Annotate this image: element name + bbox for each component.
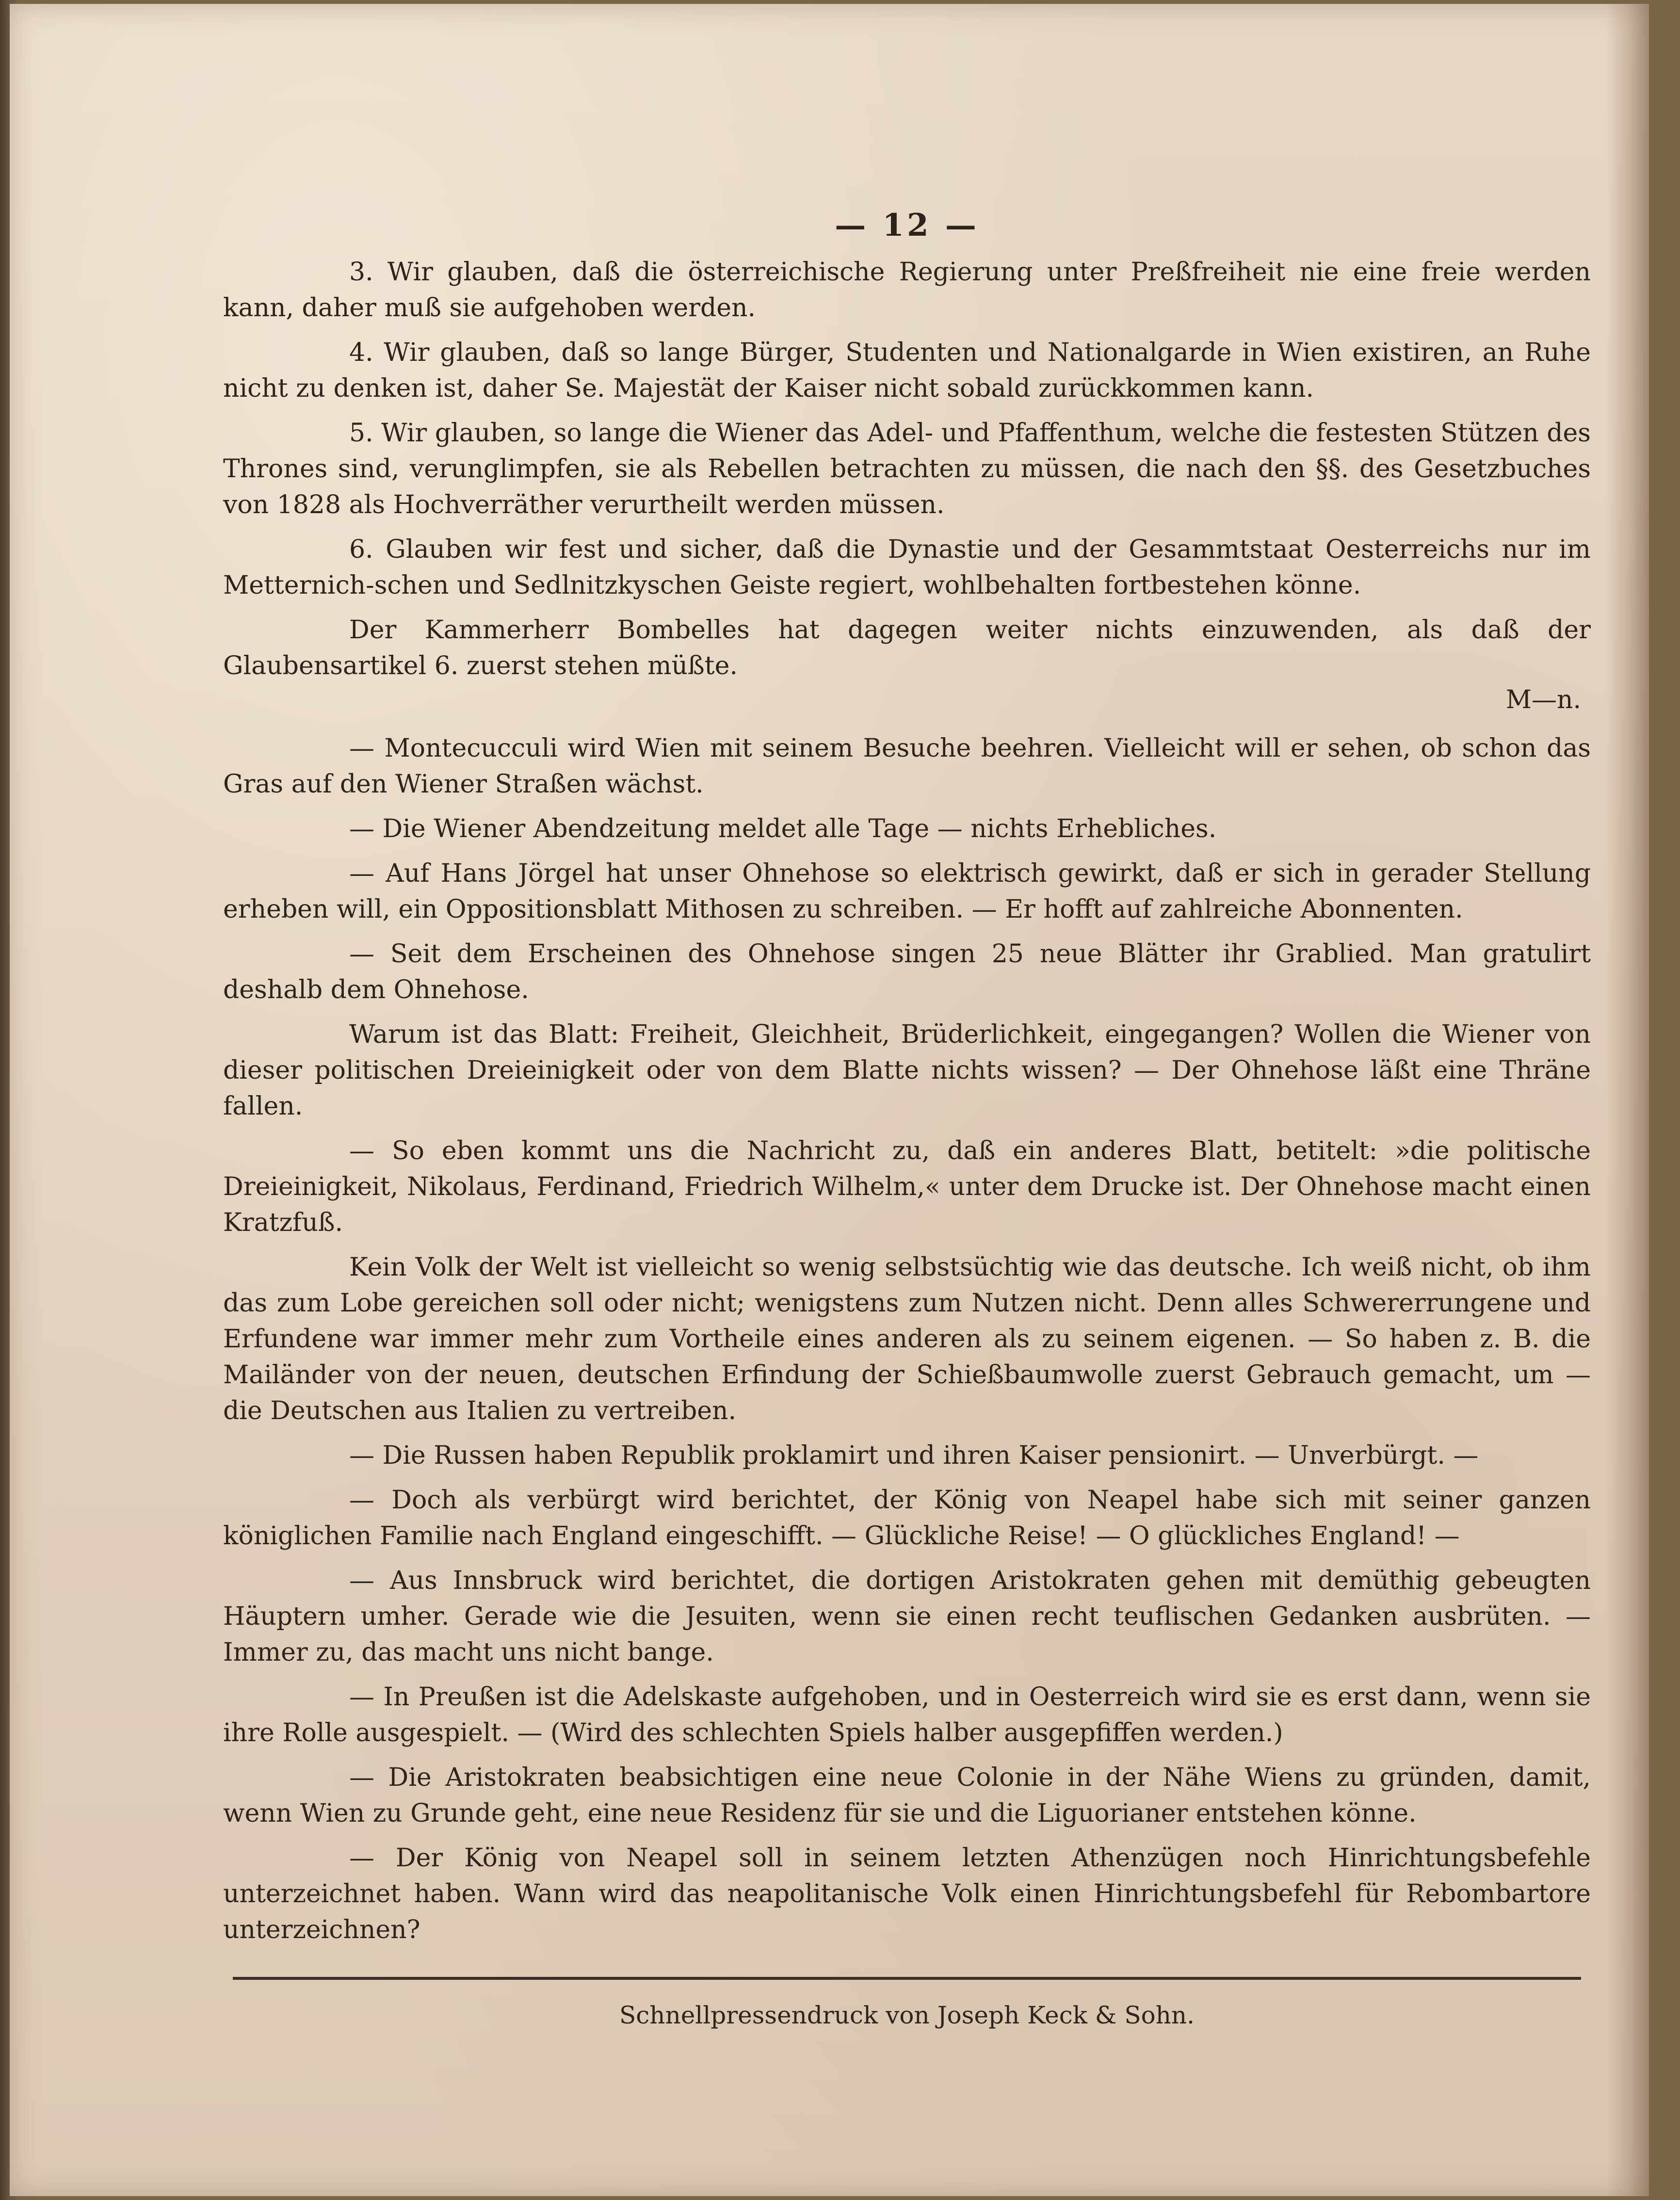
note-neapel-hinrichtung: — Der König von Neapel soll in seinem letzten Athenzügen noch Hinrichtungsbefehle unterzeichnet haben. Wann wird das neapolitanische Volk einen Hinrichtungsbefehl für Rebombartore unterzeichnen? (223, 1844, 1591, 1944)
printer-imprint: Schnellpressendruck von Joseph Keck & Sohn. (619, 2001, 1195, 2029)
note-preussen: — In Preußen ist die Adelskaste aufgehoben, und in Oesterreich wird sie es erst dann, wenn sie ihre Rolle ausgespielt. — (Wird des schlechten Spiels halber ausgepfiffen werden.) (223, 1682, 1591, 1747)
note-colonie: — Die Aristokraten beabsichtigen eine neue Colonie in der Nähe Wiens zu gründen, damit, wenn Wien zu Grunde geht, eine neue Residenz für sie und die Liguorianer entstehen könne. (223, 1763, 1591, 1828)
page-fold-shadow (1605, 4, 1649, 2196)
note-abendzeitung: — Die Wiener Abendzeitung meldet alle Tage — nichts Erhebliches. (349, 814, 1217, 843)
paragraph-article-3: 3. Wir glauben, daß die österreichische Regierung unter Preßfreiheit nie eine freie werden kann, daher muß sie aufgehoben werden. (223, 258, 1591, 323)
paragraph-bombelles: Der Kammerherr Bombelles hat dagegen weiter nichts einzuwenden, als daß der Glaubensartikel 6. zuerst stehen müßte. (223, 615, 1591, 680)
paragraph-article-6: 6. Glauben wir fest und sicher, daß die Dynastie und der Gesammtstaat Oesterreichs nur im Metternich-schen und Sedlnitzkyschen Geiste regiert, wohlbehalten fortbestehen könne. (223, 535, 1591, 600)
note-dreieinigkeit: — So eben kommt uns die Nachricht zu, daß ein anderes Blatt, betitelt: »die politische Dreieinigkeit, Nikolaus, Ferdinand, Friedrich Wilhelm,« unter dem Drucke ist. Der Ohnehose macht einen Kratzfuß. (223, 1136, 1591, 1237)
text-block (223, 208, 1591, 2033)
note-freiheit-blatt: Warum ist das Blatt: Freiheit, Gleichheit, Brüderlichkeit, eingegangen? Wollen die Wiener von dieser politischen Dreieinigkeit oder von dem Blatte nichts wissen? — Der Ohnehose läßt eine Thräne fallen. (223, 1020, 1591, 1121)
page-number: — 12 — (835, 207, 979, 243)
paragraph-article-4: 4. Wir glauben, daß so lange Bürger, Studenten und Nationalgarde in Wien existiren, an Ruhe nicht zu denken ist, daher Se. Majestät der Kaiser nicht sobald zurückkommen kann. (223, 338, 1591, 403)
note-grablied: — Seit dem Erscheinen des Ohnehose singen 25 neue Blätter ihr Grablied. Man gratulirt deshalb dem Ohnehose. (223, 939, 1591, 1004)
note-neapel-england: — Doch als verbürgt wird berichtet, der König von Neapel habe sich mit seiner ganzen königlichen Familie nach England eingeschifft. — Glückliche Reise! — O glückliches England! — (223, 1486, 1591, 1551)
author-signature: M—n. (1505, 685, 1581, 714)
paragraph-article-5: 5. Wir glauben, so lange die Wiener das Adel- und Pfaffenthum, welche die festesten Stützen des Thrones sind, verunglimpfen, sie als Rebellen betrachten zu müssen, die nach den §§. des Gesetzbuches von 1828 als Hochverräther verurtheilt werden müssen. (223, 419, 1591, 519)
footer-rule (233, 1977, 1581, 1980)
newspaper-page (10, 4, 1649, 2196)
note-hans-joergel: — Auf Hans Jörgel hat unser Ohnehose so elektrisch gewirkt, daß er sich in gerader Stellung erheben will, ein Oppositionsblatt Mithosen zu schreiben. — Er hofft auf zahlreiche Abonnenten. (223, 859, 1591, 924)
note-russen: — Die Russen haben Republik proklamirt und ihren Kaiser pensionirt. — Unverbürgt. — (349, 1441, 1479, 1470)
note-deutsches-volk: Kein Volk der Welt ist vielleicht so wenig selbstsüchtig wie das deutsche. Ich weiß nicht, ob ihm das zum Lobe gereichen soll oder nicht; wenigstens zum Nutzen nicht. Denn alles Schwererrungene und Erfundene war immer mehr zum Vortheile eines anderen als zu seinem eigenen. — So haben z. B. die Mailänder von der neuen, deutschen Erfindung der Schießbaumwolle zuerst Gebrauch gemacht, um — die Deutschen aus Italien zu vertreiben. (223, 1253, 1591, 1425)
note-innsbruck: — Aus Innsbruck wird berichtet, die dortigen Aristokraten gehen mit demüthig gebeugten Häuptern umher. Gerade wie die Jesuiten, wenn sie einen recht teuflischen Gedanken ausbrüten. — Immer zu, das macht uns nicht bange. (223, 1566, 1591, 1667)
note-montecucculi: — Montecucculi wird Wien mit seinem Besuche beehren. Vielleicht will er sehen, ob schon das Gras auf den Wiener Straßen wächst. (223, 734, 1591, 799)
